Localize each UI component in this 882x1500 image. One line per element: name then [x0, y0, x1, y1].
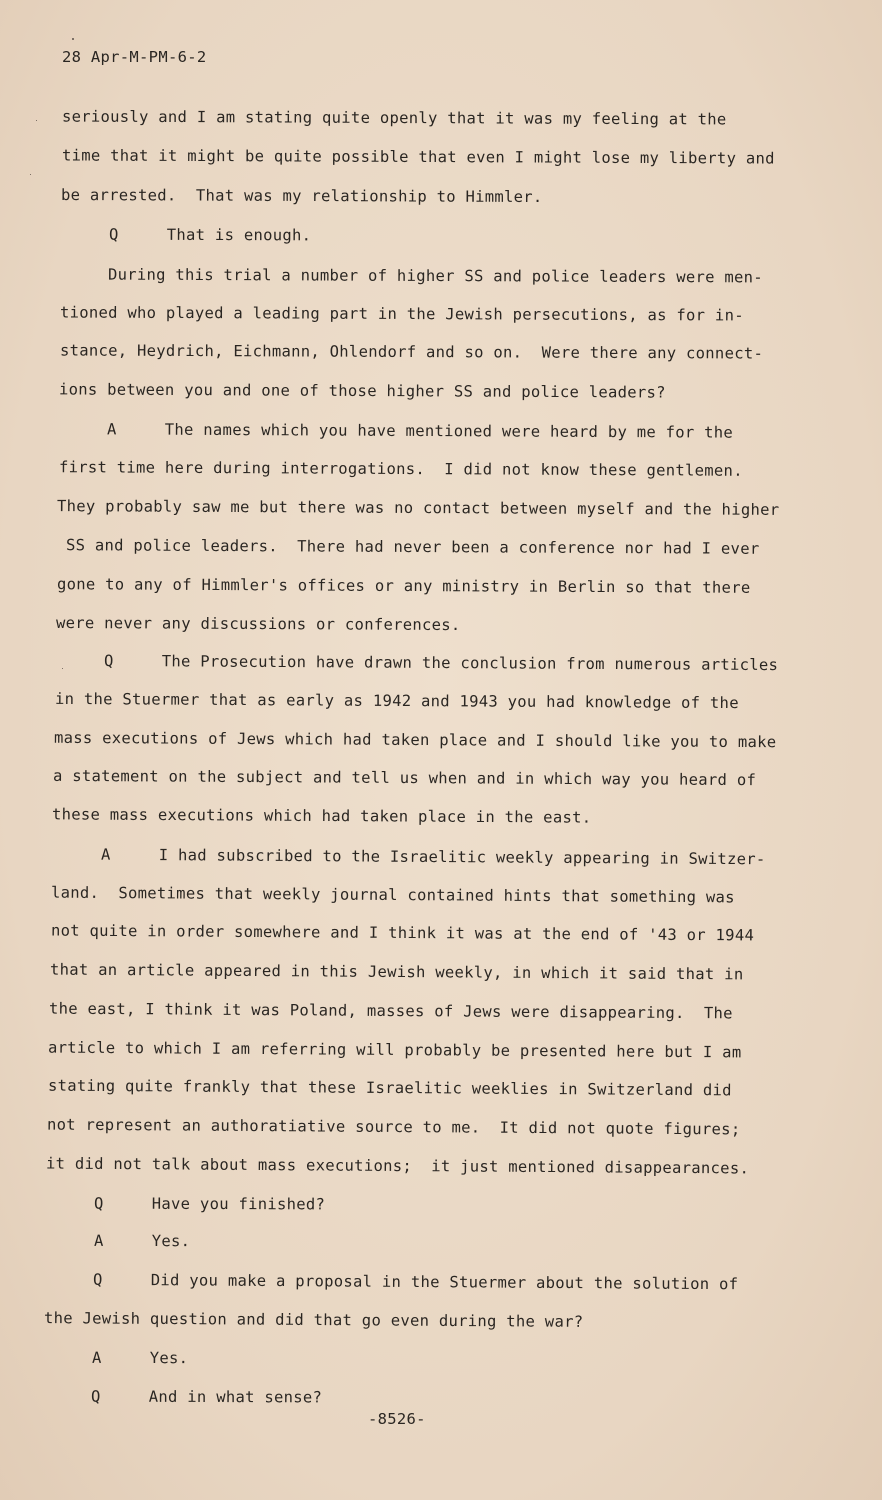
text-line: the Jewish question and did that go even during the war? [43, 1309, 584, 1331]
page-header: 28 Apr-M-PM-6-2 [62, 48, 207, 66]
text-line: were never any discussions or conferences. [55, 613, 461, 635]
text-line: SS and police leaders. There had never been a conference nor had I ever [65, 536, 760, 558]
text-line: Q The Prosecution have drawn the conclusion from numerous articles [103, 651, 779, 675]
text-line: During this trial a number of higher SS and police leaders were men- [107, 265, 764, 287]
text-line: A Yes. [93, 1231, 191, 1251]
paper-speck [72, 38, 74, 40]
text-line: ions between you and one of those higher SS and police leaders? [58, 380, 666, 402]
text-line: A Yes. [91, 1348, 189, 1368]
text-line: Q That is enough. [108, 225, 312, 245]
text-line: land. Sometimes that weekly journal contained hints that something was [50, 883, 735, 907]
text-line: Q And in what sense? [90, 1387, 323, 1407]
text-line: first time here during interrogations. I did not know these gentlemen. [58, 458, 743, 480]
text-line: it did not talk about mass executions; it just mentioned disappearances. [45, 1154, 750, 1178]
text-line: be arrested. That was my relationship to Himmler. [60, 185, 543, 207]
text-line: A The names which you have mentioned were heard by me for the [106, 420, 734, 442]
text-line: seriously and I am stating quite openly that it was my feeling at the [61, 107, 727, 129]
text-line: not quite in order somewhere and I think it was at the end of '43 or 1944 [50, 921, 755, 945]
paper-speck [36, 120, 37, 121]
text-line: the east, I think it was Poland, masses of Jews were disappearing. The [48, 999, 733, 1023]
page-number: -8526- [368, 1410, 426, 1428]
text-line: these mass executions which had taken place in the east. [51, 805, 592, 827]
text-line: Q Did you make a proposal in the Stuermer about the solution of [92, 1270, 739, 1294]
text-line: A I had subscribed to the Israelitic weekly appearing in Switzer- [100, 845, 766, 869]
text-line: gone to any of Himmler's offices or any ministry in Berlin so that there [56, 575, 751, 597]
text-line: not represent an authoratiative source to me. It did not quote figures; [46, 1115, 741, 1139]
text-line: stance, Heydrich, Eichmann, Ohlendorf and so on. Were there any connect- [59, 341, 764, 363]
paper-speck [30, 174, 31, 175]
text-line: mass executions of Jews which had taken place and I should like you to make [53, 728, 777, 752]
text-line: tioned who played a leading part in the Jewish persecutions, as for in- [59, 303, 744, 325]
text-line: in the Stuermer that as early as 1942 and 1943 you had knowledge of the [54, 689, 739, 713]
text-line: article to which I am referring will probably be presented here but I am [47, 1038, 742, 1062]
text-line: Q Have you finished? [93, 1194, 326, 1214]
paper-speck [62, 668, 63, 669]
text-line: that an article appeared in this Jewish weekly, in which it said that in [49, 960, 744, 984]
text-line: time that it might be quite possible that even I might lose my liberty and [61, 146, 775, 168]
text-line: They probably saw me but there was no contact between myself and the higher [56, 497, 780, 519]
text-line: stating quite frankly that these Israelitic weeklies in Switzerland did [47, 1076, 732, 1100]
text-line: a statement on the subject and tell us when and in which way you heard of [52, 766, 757, 790]
